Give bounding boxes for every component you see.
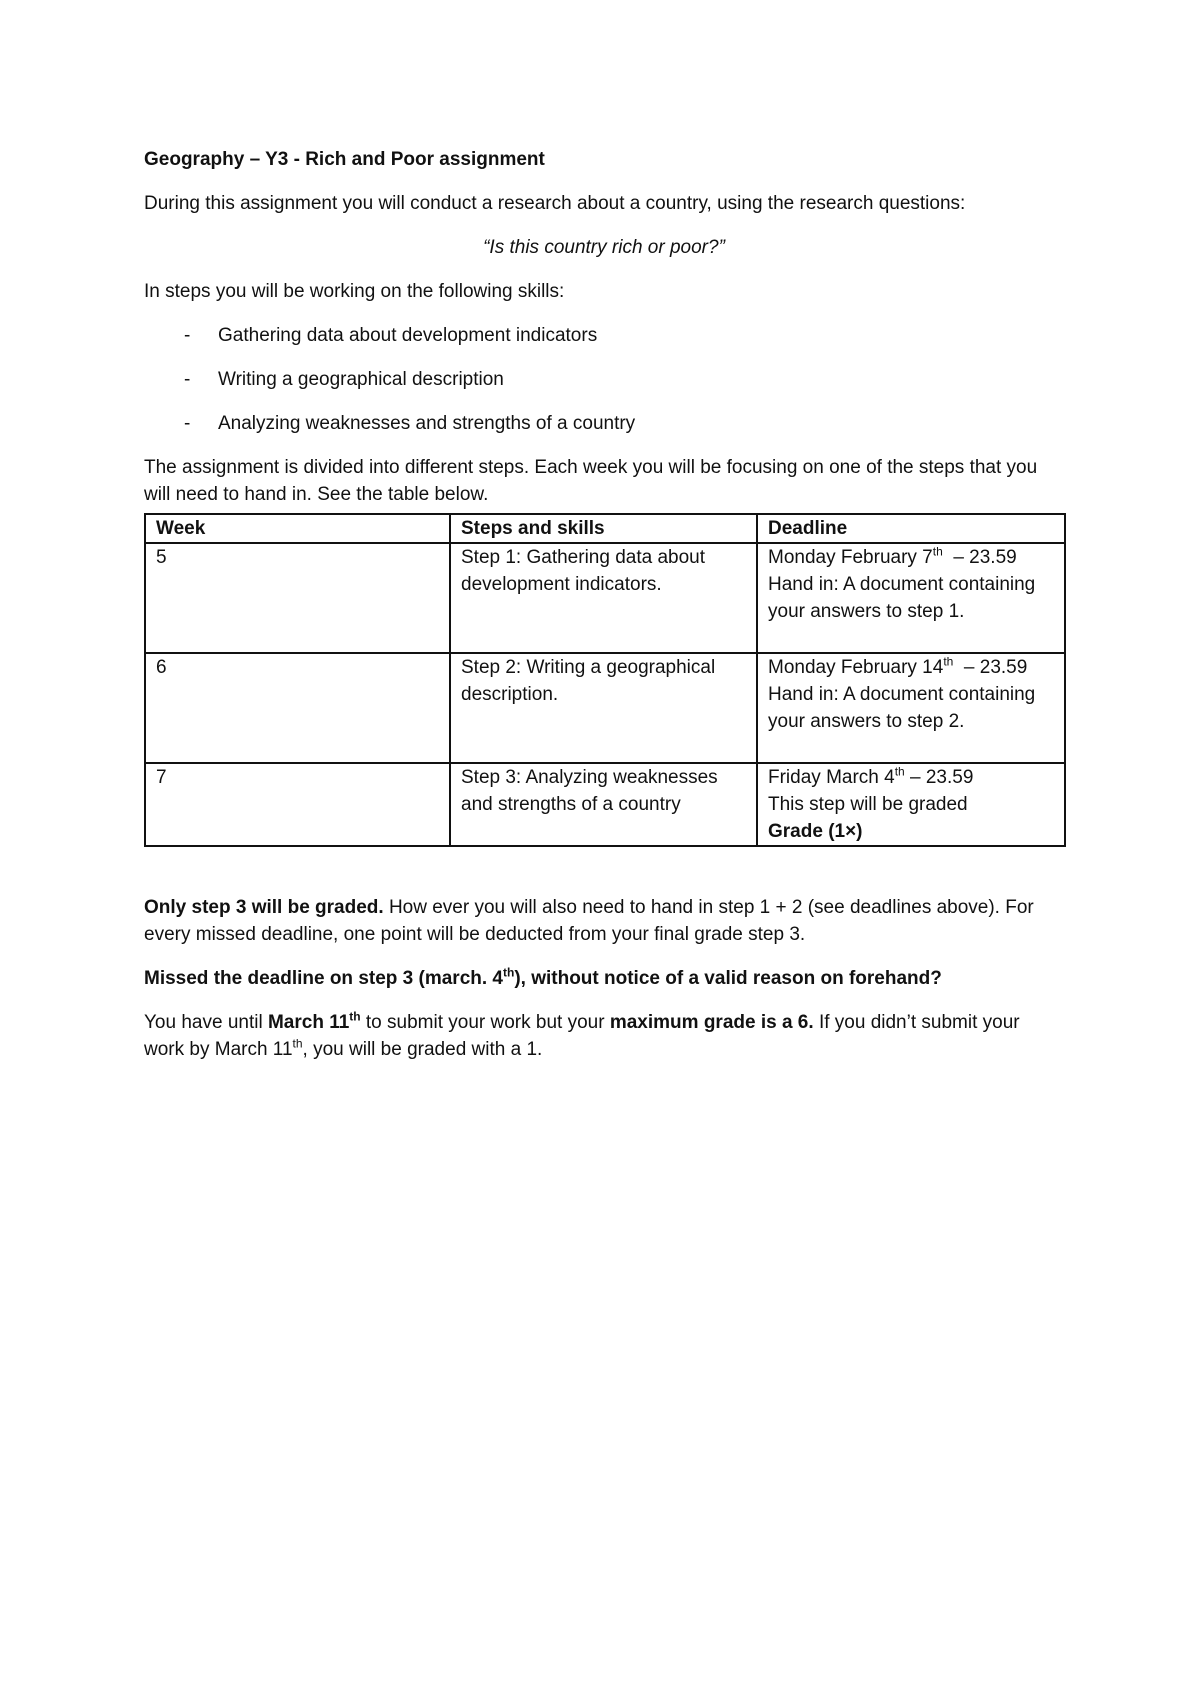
step-cell: Step 2: Writing a geographical description. [450, 653, 757, 763]
week-cell: 7 [145, 763, 450, 846]
assignment-page [144, 136, 1064, 1063]
intro-paragraph: During this assignment you will conduct a research about a country, using the research questions: [144, 193, 966, 214]
week-cell: 5 [145, 543, 450, 653]
grading-note: Only step 3 will be graded. How ever you will also need to hand in step 1 + 2 (see deadlines above). For every missed deadline, one point will be deducted from your final grade step 3. [144, 897, 1034, 945]
table-row [145, 763, 1065, 846]
table-header-row [145, 514, 1065, 543]
hand-in-text: Hand in: A document containing your answers to step 2. [768, 684, 1036, 732]
deadline-date: Friday March 4th – 23.59 [768, 764, 974, 788]
skill-item: - Writing a geographical description [184, 369, 504, 390]
divided-paragraph: The assignment is divided into different steps. Each week you will be focusing on one of the steps that you will need to hand in. See the table below. [144, 457, 1038, 505]
deadline-cell [757, 763, 1065, 846]
research-question: “Is this country rich or poor?” [483, 237, 725, 258]
deadline-date: Monday February 14th – 23.59 [768, 654, 1028, 678]
header-steps: Steps and skills [450, 514, 757, 543]
skill-label: Gathering data about development indicators [218, 325, 598, 346]
skill-item: - Gathering data about development indicators [184, 325, 598, 346]
header-week: Week [145, 514, 450, 543]
week-cell: 6 [145, 653, 450, 763]
deadline-date: Monday February 7th – 23.59 [768, 544, 1017, 568]
deadline-cell [757, 653, 1065, 763]
grade-weight: Grade (1×) [768, 821, 863, 842]
steps-table [144, 513, 1066, 847]
header-deadline: Deadline [757, 514, 1065, 543]
skill-label: Analyzing weaknesses and strengths of a country [218, 413, 636, 434]
skills-list [144, 322, 1064, 437]
missed-deadline-heading: Missed the deadline on step 3 (march. 4th), without notice of a valid reason on forehand? [144, 965, 942, 989]
table-row [145, 653, 1065, 763]
step-cell: Step 1: Gathering data about development indicators. [450, 543, 757, 653]
skill-item: - Analyzing weaknesses and strengths of a country [184, 413, 636, 434]
step-cell: Step 3: Analyzing weaknesses and strengths of a country [450, 763, 757, 846]
late-submission-note: You have until March 11th to submit your work but your maximum grade is a 6. If you didn’t submit your work by March 11th, you will be graded with a 1. [144, 1009, 1020, 1060]
table-row [145, 543, 1065, 653]
skill-label: Writing a geographical description [218, 369, 504, 390]
deadline-cell [757, 543, 1065, 653]
hand-in-text: Hand in: A document containing your answers to step 1. [768, 574, 1036, 622]
document-title: Geography – Y3 - Rich and Poor assignment [144, 149, 545, 170]
hand-in-text: This step will be graded [768, 794, 968, 815]
skills-intro: In steps you will be working on the following skills: [144, 281, 565, 302]
